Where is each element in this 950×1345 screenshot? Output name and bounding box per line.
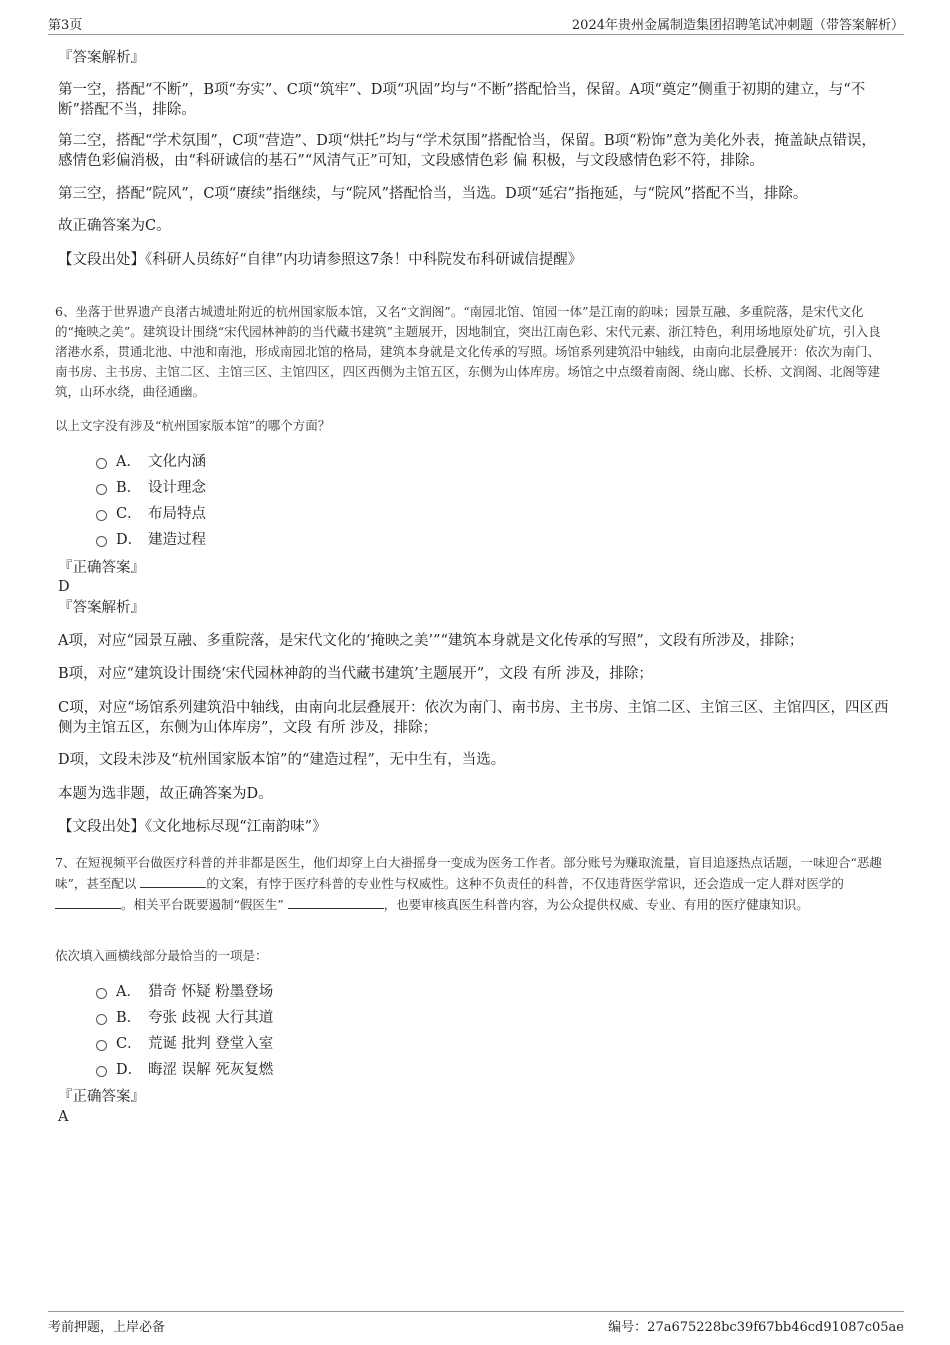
q6-answer: D (58, 579, 70, 595)
footer-slogan: 考前押题，上岸必备 (48, 1320, 166, 1335)
q6-question: 以上文字没有涉及“杭州国家版本馆”的哪个方面？ (55, 418, 331, 433)
q5-analysis-p3: 第三空，搭配“院风”，C项“赓续”指继续，与“院风”搭配恰当，当选。D项“延宕”指拖延，与“院风”搭配不当，排除。 (58, 186, 808, 202)
q6-analysis-a: A项，对应“园景互融、多重院落，是宋代文化的‘掩映之美’”“建筑本身就是文化传承的写照”，文段有所涉及，排除； (58, 633, 804, 649)
q7-answer-title: 『正确答案』 (58, 1089, 145, 1105)
radio-icon[interactable] (96, 510, 107, 521)
q6-analysis-title: 『答案解析』 (58, 600, 145, 616)
q6-source: 【文段出处】《文化地标尽现“江南韵味”》 (58, 819, 327, 835)
radio-icon[interactable] (96, 458, 107, 469)
radio-icon[interactable] (96, 484, 107, 495)
q7-option-a[interactable]: A． 猎奇 怀疑 粉墨登场 (96, 982, 273, 1002)
q5-source: 【文段出处】《科研人员练好“自律”内功请参照这7条！中科院发布科研诚信提醒》 (58, 252, 583, 268)
q6-analysis-c: C项，对应“场馆系列建筑沿中轴线，由南向北层叠展开：依次为南门、南书房、主书房、主馆二区、主馆三区、主馆四区，四区西侧为主馆五区，东侧为山体库房”，文段 有所 涉及，排除； (58, 700, 889, 736)
q6-option-a[interactable]: A． 文化内涵 (96, 452, 206, 472)
page-footer (48, 1311, 904, 1337)
radio-icon[interactable] (96, 1066, 107, 1077)
q6-analysis-b: B项，对应“建筑设计围绕‘宋代园林神韵的当代藏书建筑’主题展开”，文段 有所 涉及，排除； (58, 666, 653, 682)
q5-analysis-title: 『答案解析』 (58, 50, 145, 66)
page-number: 第3页 (48, 18, 83, 33)
blank-3 (288, 894, 384, 909)
q7-passage: 7、在短视频平台做医疗科普的并非都是医生，他们却穿上白大褂摇身一变成为医务工作者。部分账号为赚取流量，盲目追逐热点话题，一味迎合“恶趣味”，甚至配以 的文案，有悖于医疗科普的专业性与权威性。这种不负责任的科普，不仅违背医学常识，还会造成一定人群对医学的 。相关平台既要遏制“假医生” ，也要审核真医生科普内容，为公众提供权威、专业、有用的医疗健康知识。 (55, 855, 882, 912)
radio-icon[interactable] (96, 1014, 107, 1025)
q6-answer-title: 『正确答案』 (58, 560, 145, 576)
q6-option-b[interactable]: B． 设计理念 (96, 478, 206, 498)
q5-analysis-p1: 第一空，搭配“不断”，B项“夯实”、C项“筑牢”、D项“巩固”均与“不断”搭配恰当，保留。A项“奠定”侧重于初期的建立，与“不断”搭配不当，排除。 (58, 82, 866, 118)
q6-conclusion: 本题为选非题，故正确答案为D。 (58, 786, 273, 802)
q7-option-d[interactable]: D． 晦涩 误解 死灰复燃 (96, 1060, 273, 1080)
q6-passage: 6、坐落于世界遗产良渚古城遗址附近的杭州国家版本馆，又名“文润阁”。“南园北馆、馆园一体”是江南的韵味；园景互融、多重院落，是宋代文化的“掩映之美”。建筑设计围绕“宋代园林神韵的当代藏书建筑”主题展开，因地制宜，突出江南色彩、宋代元素、浙江特色，利用场地原处矿坑，引入良渚港水系，贯通北池、中池和南池，形成南园北馆的格局，建筑本身就是文化传承的写照。场馆系列建筑沿中轴线，由南向北层叠展开：依次为南门、南书房、主书房、主馆二区、主馆三区、主馆四区，四区西侧为主馆五区，东侧为山体库房。场馆之中点缀着南阁、绕山廊、长桥、文润阁、北阁等建筑，山环水绕，曲径通幽。 (55, 304, 881, 399)
q6-analysis-d: D项，文段未涉及“杭州国家版本馆”的“建造过程”，无中生有，当选。 (58, 752, 506, 768)
blank-2 (55, 894, 121, 909)
page-header (48, 14, 904, 35)
radio-icon[interactable] (96, 988, 107, 999)
q6-option-d[interactable]: D． 建造过程 (96, 530, 206, 550)
radio-icon[interactable] (96, 1040, 107, 1051)
q6-option-c[interactable]: C． 布局特点 (96, 504, 206, 524)
radio-icon[interactable] (96, 536, 107, 547)
q5-analysis-p4: 故正确答案为C。 (58, 218, 171, 234)
q7-option-c[interactable]: C． 荒诞 批判 登堂入室 (96, 1034, 273, 1054)
q7-question: 依次填入画横线部分最恰当的一项是： (55, 948, 268, 963)
q7-option-b[interactable]: B． 夸张 歧视 大行其道 (96, 1008, 273, 1028)
q7-answer: A (58, 1109, 69, 1125)
q5-analysis-p2: 第二空，搭配“学术氛围”，C项“营造”、D项“烘托”均与“学术氛围”搭配恰当，保留。B项“粉饰”意为美化外表，掩盖缺点错误，感情色彩偏消极，由“科研诚信的基石”“风清气正”可知，文段感情色彩 偏 积极，与文段感情色彩不符，排除。 (58, 133, 876, 169)
document-id: 编号：27a675228bc39f67bb46cd91087c05ae (608, 1320, 904, 1335)
document-title: 2024年贵州金属制造集团招聘笔试冲刺题（带答案解析） (571, 18, 904, 33)
blank-1 (140, 873, 206, 888)
